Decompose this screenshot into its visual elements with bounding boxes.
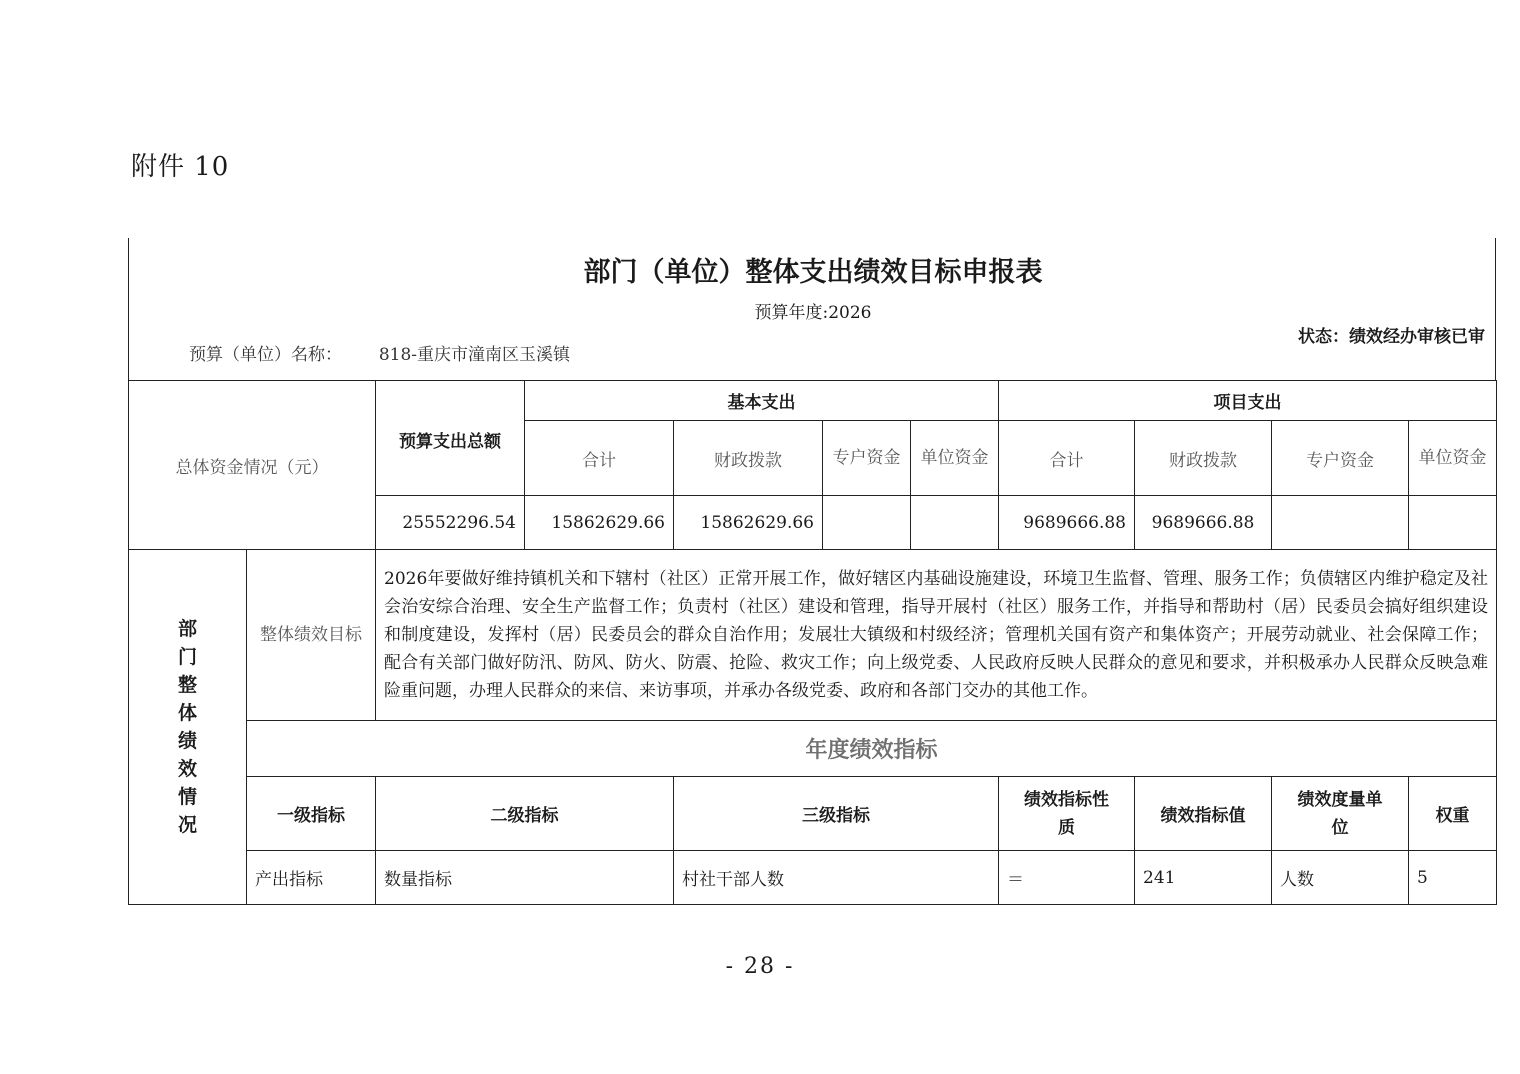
form-title: 部门（单位）整体支出绩效目标申报表 (583, 257, 1043, 288)
performance-form (128, 238, 1496, 905)
project-total-header: 合计 (999, 421, 1135, 496)
total-budget-value: 25552296.54 (376, 496, 525, 550)
basic-expense-header: 基本支出 (525, 381, 999, 421)
basic-unit-header: 单位资金 (911, 421, 999, 496)
funding-table (128, 380, 1497, 550)
nature-header: 绩效指标性质 (999, 777, 1135, 851)
value-header: 绩效指标值 (1135, 777, 1272, 851)
project-total-value: 9689666.88 (999, 496, 1135, 550)
unit-name-label: 预算（单位）名称： (189, 345, 342, 365)
indicator-value: 241 (1135, 851, 1272, 905)
total-budget-header: 预算支出总额 (376, 381, 525, 496)
unit-header: 绩效度量单位 (1272, 777, 1409, 851)
level2-header: 二级指标 (376, 777, 674, 851)
attachment-label: 附件 10 (131, 152, 230, 182)
project-unit-header: 单位资金 (1409, 421, 1497, 496)
project-unit-value (1409, 496, 1497, 550)
performance-table (128, 549, 1497, 905)
form-header (128, 238, 1496, 380)
basic-special-header: 专户资金 (823, 421, 911, 496)
unit-name-value: 818-重庆市潼南区玉溪镇 (378, 345, 571, 365)
unit-name-row (189, 340, 570, 365)
basic-special-value (823, 496, 911, 550)
basic-unit-value (911, 496, 999, 550)
basic-total-header: 合计 (525, 421, 674, 496)
project-expense-header: 项目支出 (999, 381, 1497, 421)
indicator-nature: ＝ (999, 851, 1135, 905)
funding-row-label: 总体资金情况（元） (129, 381, 376, 550)
budget-year: 预算年度:2026 (754, 303, 872, 323)
annual-indicators-title: 年度绩效指标 (247, 721, 1497, 777)
performance-section-label: 部门整体绩效情况 (129, 550, 247, 905)
indicator-level1: 产出指标 (247, 851, 376, 905)
indicator-level2: 数量指标 (376, 851, 674, 905)
project-special-header: 专户资金 (1272, 421, 1409, 496)
basic-total-value: 15862629.66 (525, 496, 674, 550)
basic-fiscal-header: 财政拨款 (674, 421, 823, 496)
project-fiscal-header: 财政拨款 (1135, 421, 1272, 496)
level1-header: 一级指标 (247, 777, 376, 851)
weight-header: 权重 (1409, 777, 1497, 851)
level3-header: 三级指标 (674, 777, 999, 851)
indicator-level3: 村社干部人数 (674, 851, 999, 905)
status-label: 状态：绩效经办审核已审 (1298, 327, 1485, 347)
overall-goal-label: 整体绩效目标 (247, 550, 376, 721)
indicator-unit: 人数 (1272, 851, 1409, 905)
basic-fiscal-value: 15862629.66 (674, 496, 823, 550)
page-number: - 28 - (725, 954, 795, 979)
indicator-row (129, 851, 1497, 905)
indicator-weight: 5 (1409, 851, 1497, 905)
project-special-value (1272, 496, 1409, 550)
project-fiscal-value: 9689666.88 (1135, 496, 1272, 550)
overall-goal-text: 2026年要做好维持镇机关和下辖村（社区）正常开展工作，做好辖区内基础设施建设，环境卫生监督、管理、服务工作；负债辖区内维护稳定及社会治安综合治理、安全生产监督工作；负责村（社区）建设和管理，指导开展村（社区）服务工作，并指导和帮助村（居）民委员会搞好组织建设和制度建设，发挥村（居）民委员会的群众自治作用；发展壮大镇级和村级经济；管理机关国有资产和集体资产；开展劳动就业、社会保障工作；配合有关部门做好防汛、防风、防火、防震、抢险、救灾工作；向上级党委、人民政府反映人民群众的意见和要求，并积极承办人民群众反映急难险重问题，办理人民群众的来信、来访事项，并承办各级党委、政府和各部门交办的其他工作。 (376, 550, 1497, 721)
